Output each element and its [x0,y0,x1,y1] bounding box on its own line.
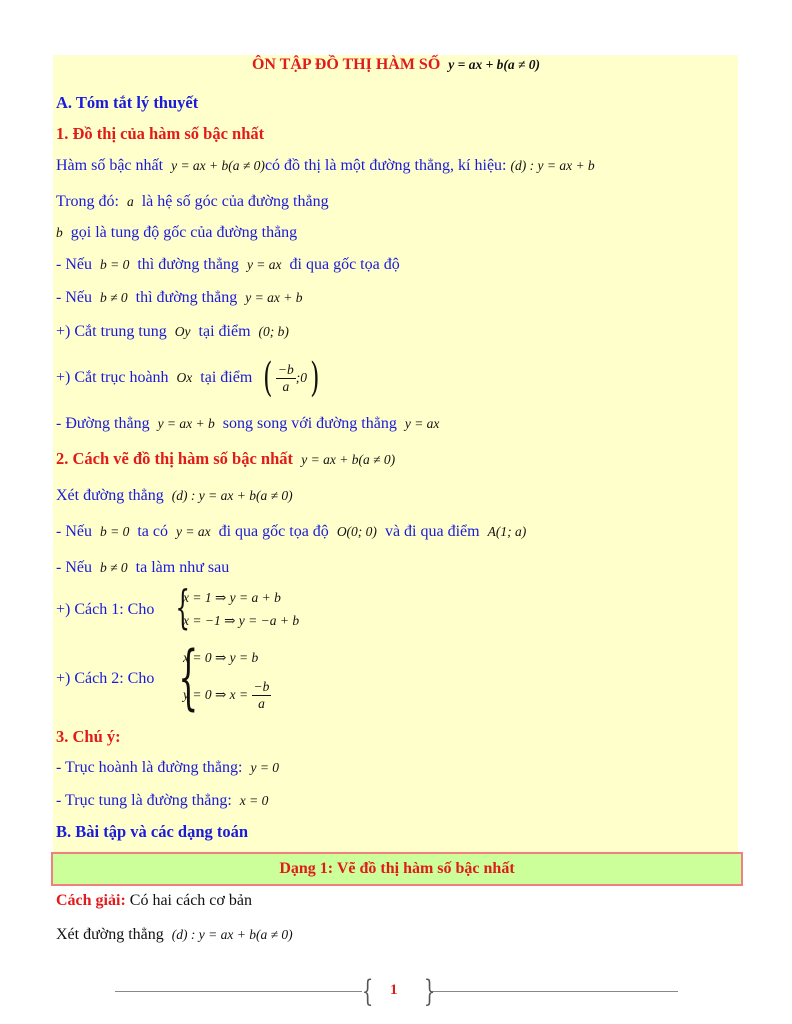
heading-3: 3. Chú ý: [56,727,121,746]
line-8: - Đường thẳng y = ax + b song song với đường thẳng y = ax [56,415,440,432]
cach-1-label: +) Cách 1: Cho [56,601,155,618]
section-a-heading: A. Tóm tắt lý thuyết [56,93,199,112]
dang-1-box: Dạng 1: Vẽ đồ thị hàm số bậc nhất [51,852,743,886]
line-4: - Nếu b = 0 thì đường thẳng y = ax đi qua gốc tọa độ [56,256,400,273]
note-2: - Trục tung là đường thẳng: x = 0 [56,792,269,809]
footer-rule-right [430,991,678,992]
line-10: - Nếu b = 0 ta có y = ax đi qua gốc tọa độ O(0; 0) và đi qua điểm A(1; a) [56,523,527,540]
brace: { [178,636,199,718]
last-line: Xét đường thẳng (d) : y = ax + b(a ≠ 0) [56,926,293,943]
section-b-heading: B. Bài tập và các dạng toán [56,822,249,841]
line-5: - Nếu b ≠ 0 thì đường thẳng y = ax + b [56,289,303,306]
heading-2: 2. Cách vẽ đồ thị hàm số bậc nhất y = ax + b(a ≠ 0) [56,449,396,468]
footer-rule-left [115,991,362,992]
cach-2-row-2: y = 0 ⇒ x = $\frac{-b}{a}$ [183,679,270,712]
line-7: +) Cắt trục hoành Ox tại điểm ( $\frac{-b}{a}$ ;0) [56,355,320,402]
page-number: 1 [390,982,398,998]
cach-giai-line: Cách giải: Có hai cách cơ bản [56,892,252,909]
line-6: +) Cắt trung tung Oy tại điểm (0; b) [56,323,289,340]
line-3: b gọi là tung độ gốc của đường thẳng [56,224,298,241]
line-1: Hàm số bậc nhất y = ax + b(a ≠ 0)có đồ thị là một đường thẳng, kí hiệu: (d) : y = ax + b [56,157,595,174]
fraction: $\frac{-b}{a}$ [277,361,294,394]
line-9: Xét đường thẳng (d) : y = ax + b(a ≠ 0) [56,487,293,504]
brace: { [175,580,190,634]
footer-bracket-left: { [361,974,374,1009]
title-formula: y = ax + b(a ≠ 0) [448,57,541,72]
note-1: - Trục hoành là đường thẳng: y = 0 [56,759,280,776]
fraction: $\frac{-b}{a}$ [253,679,270,712]
page-title: ÔN TẬP ĐỒ THỊ HÀM SỐ y = ax + b(a ≠ 0) [251,56,541,73]
line-11: - Nếu b ≠ 0 ta làm như sau [56,559,230,576]
cach-1-row-2: x = −1 ⇒ y = −a + b [183,613,300,628]
cach-1-row-1: x = 1 ⇒ y = a + b [183,590,281,605]
heading-1: 1. Đồ thị của hàm số bậc nhất [56,124,265,143]
footer-bracket-right: } [423,974,436,1009]
cach-2-label: +) Cách 2: Cho [56,670,155,687]
cach-2-row-1: x = 0 ⇒ y = b [183,650,259,665]
line-2: Trong đó: a là hệ số góc của đường thẳng [56,193,329,210]
